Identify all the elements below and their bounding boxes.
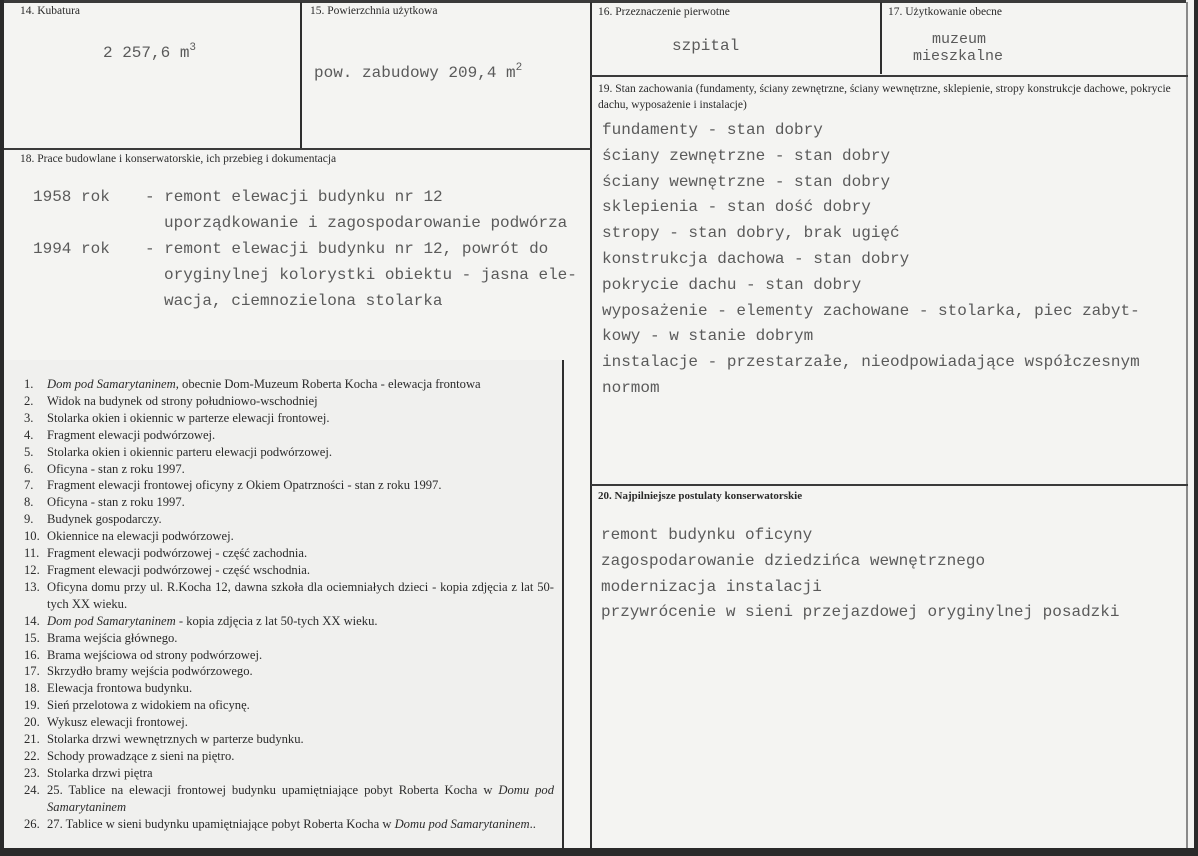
rule-above-18	[4, 148, 591, 150]
photo-caption-text: Stolarka drzwi piętra	[47, 765, 153, 780]
photo-caption-item	[24, 461, 554, 478]
photo-caption-item	[24, 511, 554, 528]
photo-caption-number: 20.	[24, 715, 40, 730]
photo-caption-text: Elewacja frontowa budynku.	[47, 681, 193, 696]
photo-captions-list	[24, 376, 554, 832]
photo-caption-item	[24, 816, 554, 833]
photo-caption-text: Dom pod Samarytaninem, obecnie Dom-Muzeum Roberta Kocha - elewacja frontowa	[47, 377, 481, 391]
photo-caption-number: 18.	[24, 681, 40, 696]
photo-caption-item	[24, 782, 554, 816]
photo-caption-number: 11.	[24, 546, 40, 561]
photo-caption-item	[24, 376, 554, 393]
postulate-line: przywrócenie w sieni przejazdowej oryginylnej posadzki	[601, 603, 1120, 622]
field-17-label: 17. Użytkowanie obecne	[888, 6, 1003, 18]
divider-16-17	[880, 2, 882, 74]
photo-caption-text: Budynek gospodarczy.	[47, 512, 162, 527]
photo-caption-number: 17.	[24, 664, 40, 679]
photo-caption-item	[24, 731, 554, 748]
photo-captions-panel	[4, 360, 564, 848]
top-border-rule	[4, 0, 1186, 3]
photo-caption-text: 25. Tablice na elewacji frontowej budynku upamiętniające pobyt Roberta Kocha w Domu pod Samarytaninem	[47, 782, 554, 814]
photo-caption-number: 7.	[24, 478, 34, 493]
photo-caption-item	[24, 410, 554, 427]
photo-caption-number: 23.	[24, 765, 40, 780]
photo-caption-item	[24, 494, 554, 511]
photo-caption-number: 19.	[24, 698, 40, 713]
photo-caption-number: 26.	[24, 816, 40, 831]
photo-caption-text: Widok na budynek od strony południowo-wschodniej	[47, 393, 318, 408]
photo-caption-item	[24, 748, 554, 765]
field-18-works	[33, 184, 593, 314]
photo-caption-text: 27. Tablice w sieni budynku upamiętniające pobyt Roberta Kocha w Domu pod Samarytaninem..	[47, 816, 536, 831]
photo-caption-number: 14.	[24, 613, 40, 628]
field-17-value-line1: muzeum	[932, 31, 987, 48]
works-row: uporządkowanie i zagospodarowanie podwórza	[164, 214, 568, 232]
works-row: oryginylnej kolorystki obiektu - jasna ele-	[164, 266, 577, 284]
photo-caption-text: Stolarka drzwi wewnętrznych w parterze budynku.	[47, 732, 304, 747]
photo-caption-item	[24, 444, 554, 461]
photo-caption-text: Brama wejściowa od strony podwórzowej.	[47, 647, 263, 662]
divider-14-15	[300, 2, 302, 148]
field-19-lines	[602, 118, 1140, 402]
condition-line: pokrycie dachu - stan dobry	[602, 275, 862, 294]
condition-line: ściany zewnętrzne - stan dobry	[602, 146, 891, 165]
condition-line: instalacje - przestarzałe, nieodpowiadające współczesnym	[602, 353, 1140, 372]
condition-line: stropy - stan dobry, brak ugięć	[602, 224, 900, 243]
field-19-label: 19. Stan zachowania (fundamenty, ściany zewnętrzne, ściany wewnętrzne, sklepienie, stropy konstrukcje dachowe, pokrycie dachu, wyposażenie i instalacje)	[598, 83, 1171, 111]
photo-caption-number: 4.	[24, 427, 34, 442]
photo-caption-item	[24, 427, 554, 444]
photo-caption-number: 24.	[24, 782, 40, 797]
field-17-value-line2: mieszkalne	[913, 48, 1004, 65]
photo-caption-item	[24, 630, 554, 647]
photo-caption-item	[24, 697, 554, 714]
photo-caption-number: 16.	[24, 647, 40, 662]
photo-caption-number: 9.	[24, 512, 34, 527]
rule-above-19	[591, 75, 1188, 77]
field-16-label: 16. Przeznaczenie pierwotne	[598, 6, 730, 18]
postulate-line: modernizacja instalacji	[601, 577, 822, 596]
photo-caption-item	[24, 647, 554, 664]
condition-line: sklepienia - stan dość dobry	[602, 198, 871, 217]
photo-caption-number: 21.	[24, 732, 40, 747]
condition-line: normom	[602, 378, 660, 397]
condition-line: fundamenty - stan dobry	[602, 121, 823, 139]
postulate-line: remont budynku oficyny	[601, 526, 813, 544]
field-18-label: 18. Prace budowlane i konserwatorskie, ich przebieg i dokumentacja	[20, 153, 337, 165]
field-16-value: szpital	[672, 37, 740, 55]
scan-background-edge	[0, 848, 1198, 856]
photo-caption-number: 15.	[24, 630, 40, 645]
photo-caption-text: Wykusz elewacji frontowej.	[47, 715, 188, 730]
photo-caption-text: Dom pod Samarytaninem - kopia zdjęcia z lat 50-tych XX wieku.	[47, 613, 378, 628]
works-row: 1994 rok - remont elewacji budynku nr 12, powrót do	[33, 240, 549, 258]
rule-above-20	[591, 484, 1188, 486]
photo-caption-number: 2.	[24, 393, 34, 408]
works-row: 1958 rok - remont elewacji budynku nr 12	[33, 188, 443, 206]
photo-caption-text: Fragment elewacji frontowej oficyny z Okiem Opatrzności - stan z roku 1997.	[47, 478, 442, 493]
photo-caption-text: Brama wejścia głównego.	[47, 630, 178, 645]
photo-caption-text: Sień przelotowa z widokiem na oficynę.	[47, 698, 250, 713]
field-20-lines	[601, 523, 1119, 626]
field-14-value: 2 257,6 $m^3$	[103, 42, 197, 62]
photo-caption-item	[24, 680, 554, 697]
condition-line: kowy - w stanie dobrym	[602, 327, 814, 346]
photo-caption-number: 3.	[24, 410, 34, 425]
photo-caption-item	[24, 765, 554, 782]
photo-caption-number: 22.	[24, 748, 40, 763]
condition-line: wyposażenie - elementy zachowane - stolarka, piec zabyt-	[602, 301, 1140, 320]
field-14-label: 14. Kubatura	[20, 5, 81, 17]
photo-caption-number: 1.	[24, 377, 34, 391]
condition-line: ściany wewnętrzne - stan dobry	[602, 172, 891, 191]
divider-left-right	[590, 2, 592, 848]
right-border	[1186, 2, 1188, 848]
photo-caption-text: Stolarka okien i okiennic parteru elewacji podwórzowej.	[47, 444, 333, 459]
photo-caption-text: Okiennice na elewacji podwórzowej.	[47, 529, 234, 544]
photo-caption-item	[24, 528, 554, 545]
photo-caption-number: 12.	[24, 562, 40, 577]
photo-caption-text: Fragment elewacji podwórzowej.	[47, 427, 216, 442]
works-row: wacja, ciemnozielona stolarka	[164, 292, 443, 310]
photo-caption-text: Fragment elewacji podwórzowej - część wschodnia.	[47, 562, 310, 577]
photo-caption-number: 10.	[24, 529, 40, 544]
photo-caption-number: 13.	[24, 579, 40, 594]
photo-caption-item	[24, 562, 554, 579]
photo-caption-text: Oficyna - stan z roku 1997.	[47, 461, 185, 476]
photo-caption-text: Oficyna domu przy ul. R.Kocha 12, dawna szkoła dla ociemniałych dzieci - kopia zdjęcia z lat 50-tych XX wieku.	[47, 579, 554, 611]
photo-caption-text: Schody prowadzące z sieni na piętro.	[47, 748, 235, 763]
photo-caption-number: 5.	[24, 444, 34, 459]
photo-caption-text: Skrzydło bramy wejścia podwórzowego.	[47, 664, 253, 679]
photo-caption-item	[24, 393, 554, 410]
photo-caption-item	[24, 663, 554, 680]
photo-caption-item	[24, 714, 554, 731]
field-15-value: pow. zabudowy 209,4 $m^2$	[314, 62, 523, 82]
condition-line: konstrukcja dachowa - stan dobry	[602, 249, 910, 268]
photo-caption-text: Oficyna - stan z roku 1997.	[47, 495, 185, 510]
photo-caption-text: Stolarka okien i okiennic w parterze elewacji frontowej.	[47, 410, 330, 425]
photo-caption-item	[24, 545, 554, 562]
photo-caption-item	[24, 613, 554, 630]
photo-caption-number: 8.	[24, 495, 34, 510]
postulate-line: zagospodarowanie dziedzińca wewnętrznego	[601, 551, 986, 570]
field-20-label: 20. Najpilniejsze postulaty konserwatorskie	[598, 490, 803, 502]
photo-caption-text: Fragment elewacji podwórzowej - część zachodnia.	[47, 546, 308, 561]
photo-caption-item	[24, 579, 554, 613]
photo-caption-item	[24, 477, 554, 494]
field-15-label: 15. Powierzchnia użytkowa	[310, 5, 438, 17]
photo-caption-number: 6.	[24, 461, 34, 476]
